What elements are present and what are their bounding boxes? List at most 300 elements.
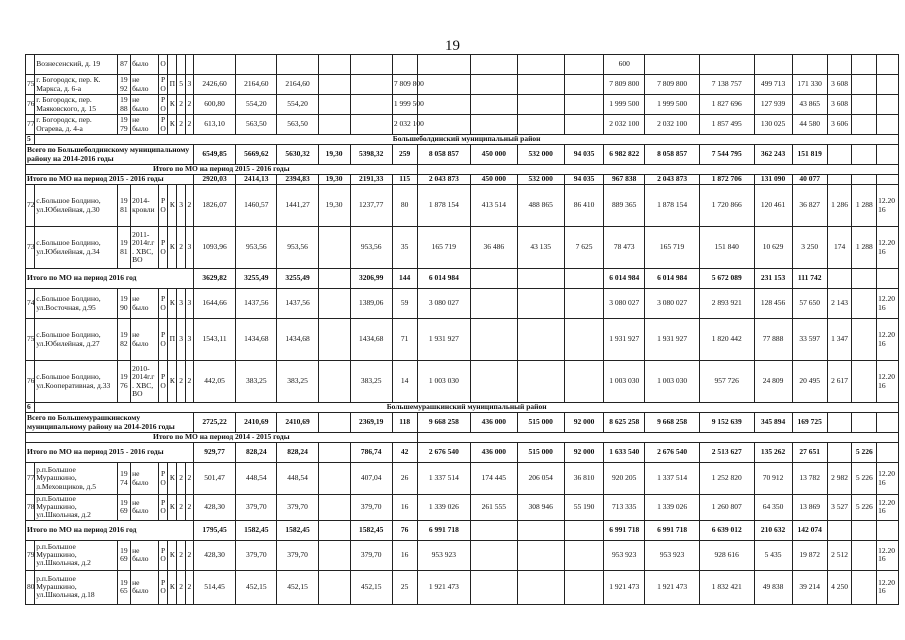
table-cell: 1 921 473 [604, 570, 645, 604]
row-number [26, 55, 35, 75]
table-cell: Р О [158, 495, 167, 521]
table-cell: 2 [177, 495, 185, 521]
table-cell: 33 597 [792, 319, 827, 361]
total-label: Всего по Большеболдинскому муниципальному району на 2014-2016 годы [26, 145, 194, 165]
table-cell [417, 75, 471, 95]
table-cell: 206 054 [517, 463, 564, 495]
total-cell: 1 633 540 [604, 443, 645, 463]
table-cell: 20 495 [792, 361, 827, 403]
table-cell: 2 [177, 463, 185, 495]
total-row [26, 413, 899, 433]
table-cell: 2 [185, 361, 193, 403]
table-cell: 59 [392, 289, 417, 319]
table-cell: 383,25 [236, 361, 277, 403]
table-cell: 1 288 [852, 185, 877, 227]
table-cell [417, 95, 471, 115]
table-cell [471, 319, 517, 361]
table-cell: 2 [177, 115, 185, 135]
total-cell: 450 000 [471, 175, 517, 185]
address-cell: с.Большое Болдино, ул.Юбилейная, д.34 [35, 227, 117, 269]
table-cell [517, 55, 564, 75]
total-cell [318, 443, 350, 463]
total-cell: 436 000 [471, 413, 517, 433]
total-cell [827, 269, 852, 289]
total-cell: 27 651 [792, 443, 827, 463]
address-cell: р.п.Большое Мурашкино, л.Меховщиков, д.5 [35, 463, 117, 495]
table-cell [471, 289, 517, 319]
table-cell: 7 809 800 [604, 75, 645, 95]
table-cell: 383,25 [277, 361, 318, 403]
row-number: 79 [26, 540, 35, 570]
table-cell: 120 461 [754, 185, 792, 227]
table-cell: 19 92 [117, 75, 130, 95]
total-cell: 828,24 [236, 443, 277, 463]
total-cell [877, 145, 899, 165]
address-cell: г. Богородск, пер. Огарева, д. 4-а [35, 115, 117, 135]
table-cell: 1389,06 [350, 289, 392, 319]
table-cell: 2 [177, 570, 185, 604]
table-row [26, 463, 899, 495]
table-cell: 127 939 [754, 95, 792, 115]
table-cell: К [168, 463, 177, 495]
table-cell [852, 115, 877, 135]
table-cell: 428,30 [193, 495, 235, 521]
table-cell: К [168, 361, 177, 403]
table-cell: 261 555 [471, 495, 517, 521]
table-cell [564, 289, 603, 319]
table-cell [318, 115, 350, 135]
table-cell: 2 143 [827, 289, 852, 319]
table-cell: 3 608 [827, 95, 852, 115]
total-row [26, 175, 899, 185]
table-cell: 953,56 [236, 227, 277, 269]
table-cell: 2 [185, 95, 193, 115]
total-cell: 151 819 [792, 145, 827, 165]
table-cell: 1 999 500 [645, 95, 700, 115]
table-cell: 16 [392, 495, 417, 521]
total-cell: 450 000 [471, 145, 517, 165]
table-cell: 1 720 866 [699, 185, 754, 227]
subtitle-row [26, 165, 899, 175]
table-cell: 64 350 [754, 495, 792, 521]
total-label: Итого по МО на период 2015 - 2016 годы [26, 175, 194, 185]
table-cell [168, 55, 177, 75]
table-cell: 3 608 [827, 75, 852, 95]
total-cell [877, 413, 899, 433]
table-cell [852, 361, 877, 403]
section-number: 6 [26, 403, 35, 413]
table-cell: 1 931 927 [604, 319, 645, 361]
total-cell: 6 991 718 [604, 520, 645, 540]
table-cell [754, 55, 792, 75]
table-cell: 49 838 [754, 570, 792, 604]
table-cell [318, 55, 350, 75]
address-cell: с.Большое Болдино, ул.Юбилейная, д.27 [35, 319, 117, 361]
table-cell [318, 540, 350, 570]
row-number: 75 [26, 75, 35, 95]
total-cell: 5 226 [852, 443, 877, 463]
table-cell: Р О [160, 75, 166, 93]
total-cell: 8 058 857 [645, 145, 700, 165]
table-cell: 174 445 [471, 463, 517, 495]
table-cell: 10 629 [754, 227, 792, 269]
total-cell: 231 153 [754, 269, 792, 289]
total-cell [877, 443, 899, 463]
total-cell: 6 639 012 [699, 520, 754, 540]
table-cell: 379,70 [236, 540, 277, 570]
table-cell: 600 [604, 55, 645, 75]
total-cell [517, 520, 564, 540]
table-cell [517, 570, 564, 604]
total-cell: 3629,82 [193, 269, 235, 289]
total-cell: 532 000 [517, 175, 564, 185]
total-cell: 76 [392, 520, 417, 540]
total-cell: 9 152 639 [699, 413, 754, 433]
table-cell: 25 [392, 570, 417, 604]
table-cell: 1 878 154 [645, 185, 700, 227]
table-cell: 1 260 807 [699, 495, 754, 521]
address-cell: г. Богородск, пер. К. Маркса, д. 6-а [35, 75, 117, 95]
table-cell: 928 616 [699, 540, 754, 570]
row-number: 77 [26, 463, 35, 495]
total-cell: 8 625 258 [604, 413, 645, 433]
table-cell [318, 95, 350, 115]
table-cell: К [168, 289, 177, 319]
total-cell: 111 742 [792, 269, 827, 289]
total-cell: 345 894 [754, 413, 792, 433]
total-cell [318, 413, 350, 433]
total-cell: 169 725 [792, 413, 827, 433]
table-cell: 2 [177, 227, 185, 269]
table-cell: 953,56 [277, 227, 318, 269]
total-cell: 2 676 540 [645, 443, 700, 463]
table-cell [564, 95, 603, 115]
table-cell: 3 606 [827, 115, 852, 135]
total-cell: 1582,45 [236, 520, 277, 540]
table-cell: 1 337 514 [417, 463, 471, 495]
table-cell: 2 512 [827, 540, 852, 570]
table-cell: 308 946 [517, 495, 564, 521]
table-cell: 7 138 757 [699, 75, 754, 95]
table-cell: 19 90 [117, 289, 130, 319]
table-cell: 12.20 16 [877, 361, 899, 403]
table-cell: 2164,60 [277, 75, 318, 95]
table-cell: 1460,57 [236, 185, 277, 227]
total-cell [564, 269, 603, 289]
table-cell [852, 570, 877, 604]
total-cell: 532 000 [517, 145, 564, 165]
address-cell: р.п.Большое Мурашкино, ул.Школьная, д.2 [35, 540, 117, 570]
section-title: Большеболдинский муниципальный район [35, 135, 899, 145]
table-cell: 2010- 2014г.г . ХВС, ВО [131, 361, 159, 403]
table-cell: 19 69 [117, 540, 130, 570]
table-cell: 2 [185, 495, 193, 521]
row-number: 77 [26, 115, 35, 135]
table-cell: 713 335 [604, 495, 645, 521]
table-cell: 36 810 [564, 463, 603, 495]
total-cell: 115 [392, 175, 417, 185]
table-cell: 71 [392, 319, 417, 361]
total-cell: 436 000 [471, 443, 517, 463]
table-cell [564, 319, 603, 361]
table-cell: 1441,27 [277, 185, 318, 227]
table-cell [564, 361, 603, 403]
table-cell: 4 250 [827, 570, 852, 604]
total-cell [471, 269, 517, 289]
table-cell: 165 719 [645, 227, 700, 269]
address-cell: с.Большое Болдино, ул.Кооперативная, д.33 [35, 361, 117, 403]
table-cell: 2 [185, 185, 193, 227]
table-cell: П [168, 75, 177, 95]
section-row [26, 403, 899, 413]
table-cell: 19 88 [117, 95, 130, 115]
table-cell: 1543,11 [193, 319, 235, 361]
table-cell: 87 [117, 55, 130, 75]
total-cell: 2 043 873 [417, 175, 471, 185]
table-cell: 5 226 [852, 463, 877, 495]
table-cell: 2 032 100 [392, 115, 417, 135]
table-cell [564, 55, 603, 75]
table-cell [471, 115, 517, 135]
table-cell: 1 857 495 [699, 115, 754, 135]
table-row [26, 75, 899, 95]
table-cell: 16 [392, 540, 417, 570]
row-number: 76 [26, 95, 35, 115]
table-cell: Р О [158, 540, 167, 570]
table-cell: 379,70 [350, 540, 392, 570]
table-cell [471, 55, 517, 75]
table-cell: 7 625 [564, 227, 603, 269]
table-cell: 151 840 [699, 227, 754, 269]
table-cell: 448,54 [277, 463, 318, 495]
table-cell: не было [131, 289, 159, 319]
total-cell: 2410,69 [277, 413, 318, 433]
table-cell: О [158, 55, 167, 75]
table-cell: 501,47 [193, 463, 235, 495]
total-label: Итого по МО на период 2015 - 2016 годы [26, 443, 194, 463]
table-cell: 379,70 [277, 495, 318, 521]
table-cell: 12.20 16 [877, 289, 899, 319]
table-cell: 80 [392, 185, 417, 227]
total-cell: 515 000 [517, 443, 564, 463]
total-cell: 142 074 [792, 520, 827, 540]
total-cell: 786,74 [350, 443, 392, 463]
table-cell: 19,30 [318, 185, 350, 227]
total-cell: 1 872 706 [699, 175, 754, 185]
total-cell: 135 262 [754, 443, 792, 463]
table-row [26, 185, 899, 227]
table-cell: Р О [158, 289, 167, 319]
table-cell [350, 115, 392, 135]
table-cell: не было [131, 463, 159, 495]
table-cell: 36 486 [471, 227, 517, 269]
total-row [26, 145, 899, 165]
table-cell: 514,45 [193, 570, 235, 604]
table-cell: 3 250 [792, 227, 827, 269]
table-cell: 2426,60 [193, 75, 235, 95]
table-cell [517, 540, 564, 570]
table-cell: 452,15 [236, 570, 277, 604]
total-cell: 2394,83 [277, 175, 318, 185]
total-cell [318, 520, 350, 540]
table-cell [517, 75, 564, 95]
table-cell: 2 982 [827, 463, 852, 495]
table-cell: 12.20 16 [877, 570, 899, 604]
total-row [26, 269, 899, 289]
total-cell: 6 991 718 [645, 520, 700, 540]
table-cell: 19 74 [117, 463, 130, 495]
total-cell [827, 520, 852, 540]
table-cell [417, 115, 471, 135]
total-cell: 6 014 984 [645, 269, 700, 289]
table-cell: 70 912 [754, 463, 792, 495]
table-cell: не было [131, 75, 159, 95]
subtitle-blank [417, 165, 898, 175]
table-cell [318, 75, 350, 95]
total-cell: 259 [392, 145, 417, 165]
section-title: Большемурашкинский муниципальный район [35, 403, 899, 413]
table-cell: 2164,60 [236, 75, 277, 95]
table-cell [852, 95, 877, 115]
total-cell: 6 014 984 [417, 269, 471, 289]
table-cell: не было [131, 95, 159, 115]
total-cell [318, 269, 350, 289]
table-cell: 452,15 [277, 570, 318, 604]
table-cell: 953 923 [604, 540, 645, 570]
row-number: 74 [26, 289, 35, 319]
table-cell [193, 55, 235, 75]
section-row [26, 135, 899, 145]
total-cell: 2725,22 [193, 413, 235, 433]
table-cell: 43 865 [792, 95, 827, 115]
total-cell [471, 520, 517, 540]
total-cell: 6 014 984 [604, 269, 645, 289]
table-cell: 953 923 [417, 540, 471, 570]
total-cell: 92 000 [564, 443, 603, 463]
total-cell [852, 520, 877, 540]
table-cell: 12.20 16 [877, 185, 899, 227]
table-cell: 2 032 100 [604, 115, 645, 135]
table-cell: 86 410 [564, 185, 603, 227]
total-cell: 94 035 [564, 145, 603, 165]
row-number: 78 [26, 495, 35, 521]
table-cell: К [168, 570, 177, 604]
table-cell: 957 726 [699, 361, 754, 403]
row-number: 80 [26, 570, 35, 604]
total-cell: 515 000 [517, 413, 564, 433]
table-cell [318, 495, 350, 521]
table-cell: 3 080 027 [645, 289, 700, 319]
table-cell [318, 570, 350, 604]
table-cell: Р О [160, 95, 166, 113]
table-cell: 35 [392, 227, 417, 269]
table-cell: 5 435 [754, 540, 792, 570]
row-number: 72 [26, 185, 35, 227]
table-cell: не было [131, 495, 159, 521]
table-cell [517, 115, 564, 135]
total-cell: 19,30 [318, 145, 350, 165]
total-cell: 2 676 540 [417, 443, 471, 463]
table-cell: 171 330 [792, 75, 827, 95]
table-cell [417, 55, 471, 75]
table-cell [392, 55, 417, 75]
table-cell: 613,10 [193, 115, 235, 135]
table-cell: 2 032 100 [645, 115, 700, 135]
total-cell: 144 [392, 269, 417, 289]
table-cell: 563,50 [277, 115, 318, 135]
table-cell: Р О [158, 361, 167, 403]
table-cell [177, 55, 185, 75]
table-cell: 39 214 [792, 570, 827, 604]
table-cell: П [168, 319, 177, 361]
table-cell: 1 003 030 [417, 361, 471, 403]
total-cell: 3206,99 [350, 269, 392, 289]
table-cell: 1 003 030 [604, 361, 645, 403]
table-cell: 379,70 [277, 540, 318, 570]
table-cell: 1 931 927 [645, 319, 700, 361]
table-cell: 3 080 027 [417, 289, 471, 319]
total-cell: 2191,33 [350, 175, 392, 185]
table-cell: 953 923 [645, 540, 700, 570]
total-cell: 929,77 [193, 443, 235, 463]
table-cell [318, 463, 350, 495]
table-cell: 953,56 [350, 227, 392, 269]
table-cell [318, 319, 350, 361]
table-cell: 55 190 [564, 495, 603, 521]
table-cell: Р О [158, 463, 167, 495]
table-cell: 5 226 [852, 495, 877, 521]
total-cell [877, 175, 899, 185]
table-row [26, 95, 899, 115]
table-cell [350, 95, 392, 115]
address-cell: г. Богородск, пер. Маяковского, д. 15 [35, 95, 117, 115]
total-cell: 828,24 [277, 443, 318, 463]
total-label: Всего по Большемурашкинскому муниципальному району на 2014-2016 годы [26, 413, 194, 433]
subtitle-blank [417, 433, 898, 443]
table-cell: 19 79 [117, 115, 130, 135]
table-cell: 1 827 696 [699, 95, 754, 115]
table-cell: 7 809 800 [645, 75, 700, 95]
table-cell: 1434,68 [350, 319, 392, 361]
total-cell: 9 668 258 [645, 413, 700, 433]
address-cell: с.Большое Болдино, ул.Юбилейная, д.30 [35, 185, 117, 227]
table-cell: 12.20 16 [877, 463, 899, 495]
table-cell: 1 347 [827, 319, 852, 361]
total-cell: 9 668 258 [417, 413, 471, 433]
table-cell: 78 473 [604, 227, 645, 269]
table-cell [852, 319, 877, 361]
table-cell: 499 713 [754, 75, 792, 95]
table-cell: 3 [185, 289, 193, 319]
table-cell: 3 527 [827, 495, 852, 521]
table-cell [350, 55, 392, 75]
table-cell: 1434,68 [277, 319, 318, 361]
total-cell [852, 145, 877, 165]
table-cell: 452,15 [350, 570, 392, 604]
total-cell: 5669,62 [236, 145, 277, 165]
table-cell: 7 809 800 [392, 75, 417, 95]
table-cell [471, 570, 517, 604]
table-cell: Р О [158, 227, 167, 269]
table-cell: 3 [185, 75, 193, 95]
table-cell: 14 [392, 361, 417, 403]
total-cell: 1582,45 [277, 520, 318, 540]
table-cell: 165 719 [417, 227, 471, 269]
total-cell: 6 991 718 [417, 520, 471, 540]
table-cell: 19 76 [117, 361, 130, 403]
total-cell: 3255,49 [277, 269, 318, 289]
table-cell: Р О [158, 319, 167, 361]
